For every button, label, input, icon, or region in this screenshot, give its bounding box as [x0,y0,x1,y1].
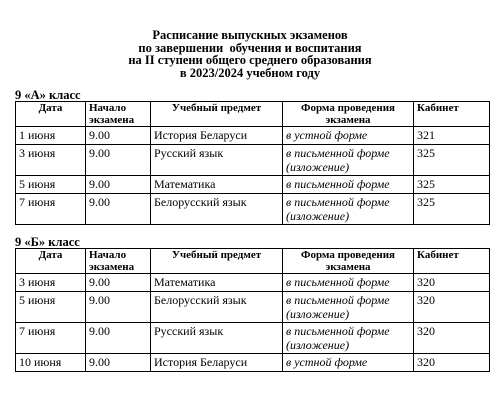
table-row [16,354,490,372]
cell-room: 320 [414,292,490,323]
header-form: Форма проведения экзамена [283,102,414,127]
cell-form: в письменной форме (изложение) [283,145,414,176]
schedule-table-9a [15,101,490,225]
table-row [16,176,490,194]
cell-room: 321 [414,127,490,145]
cell-subject: Математика [151,274,283,292]
cell-form: в письменной форме [283,274,414,292]
cell-form: в письменной форме (изложение) [283,292,414,323]
cell-room: 320 [414,274,490,292]
cell-room: 325 [414,176,490,194]
header-subject: Учебный предмет [151,102,283,127]
cell-form: в письменной форме (изложение) [283,323,414,354]
table-row [16,145,490,176]
cell-room: 325 [414,145,490,176]
cell-date: 7 июня [16,323,86,354]
cell-form: в письменной форме (изложение) [283,194,414,225]
cell-room: 325 [414,194,490,225]
title-line: Расписание выпускных экзаменов [152,28,348,42]
cell-start: 9.00 [86,127,151,145]
cell-start: 9.00 [86,354,151,372]
cell-subject: Белорусский язык [151,292,283,323]
cell-room: 320 [414,354,490,372]
cell-form: в устной форме [283,354,414,372]
header-date: Дата [16,249,86,274]
cell-date: 3 июня [16,145,86,176]
cell-subject: Белорусский язык [151,194,283,225]
header-room: Кабинет [414,102,490,127]
cell-start: 9.00 [86,176,151,194]
cell-date: 1 июня [16,127,86,145]
cell-form: в устной форме [283,127,414,145]
cell-start: 9.00 [86,323,151,354]
cell-date: 3 июня [16,274,86,292]
cell-subject: История Беларуси [151,127,283,145]
title-line: в 2023/2024 учебном году [179,65,321,80]
cell-start: 9.00 [86,194,151,225]
table-row [16,127,490,145]
cell-date: 5 июня [16,176,86,194]
cell-subject: Русский язык [151,145,283,176]
header-start: Начало экзамена [86,249,151,274]
header-room: Кабинет [414,249,490,274]
cell-subject: Математика [151,176,283,194]
schedule-table-9b [15,248,490,372]
cell-date: 10 июня [16,354,86,372]
cell-date: 5 июня [16,292,86,323]
class-heading-9b: 9 «Б» класс [15,235,80,249]
cell-date: 7 июня [16,194,86,225]
header-form: Форма проведения экзамена [283,249,414,274]
header-subject: Учебный предмет [151,249,283,274]
cell-subject: История Беларуси [151,354,283,372]
document-title [0,29,500,79]
table-row [16,323,490,354]
cell-start: 9.00 [86,274,151,292]
class-heading-9a: 9 «А» класс [15,88,81,102]
header-start: Начало экзамена [86,102,151,127]
title-line: по завершении обучения и воспитания [138,40,362,55]
cell-form: в письменной форме [283,176,414,194]
cell-start: 9.00 [86,292,151,323]
table-row [16,292,490,323]
cell-start: 9.00 [86,145,151,176]
cell-room: 320 [414,323,490,354]
table-row [16,194,490,225]
cell-subject: Русский язык [151,323,283,354]
table-row [16,274,490,292]
title-line: на II ступени общего среднего образования [128,53,372,68]
header-date: Дата [16,102,86,127]
